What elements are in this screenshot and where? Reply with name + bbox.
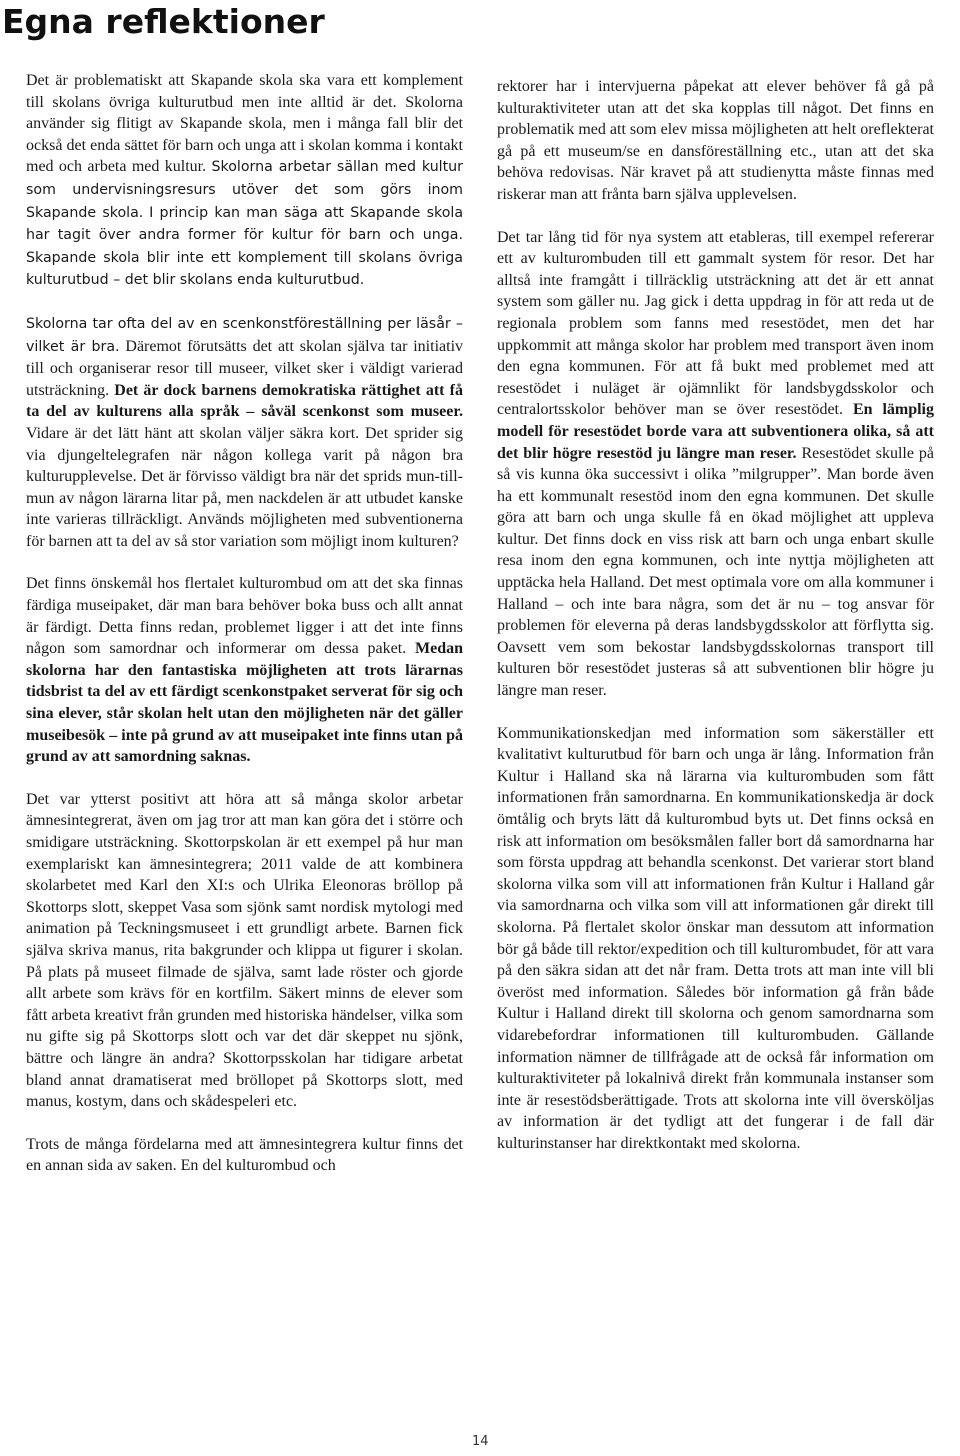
paragraph-3 [26, 573, 463, 767]
page-title: Egna reflektioner [2, 2, 325, 41]
paragraph-3-text: Det finns önskemål hos flertalet kulturombud om att det ska finnas färdiga museipaket, där man bara behöver boka buss och allt annat är färdigt. Detta finns redan, problemet ligger i att det inte finns någon som samordnar och informerar om dessa paket. [26, 575, 463, 658]
paragraph-1-text-b: Skolorna arbetar sällan med kultur som undervisningsresurs utöver det som görs inom Skapande skola. [26, 159, 464, 221]
paragraph-7 [497, 227, 934, 702]
paragraph-2 [26, 313, 463, 553]
page-number: 14 [472, 1434, 489, 1449]
paragraph-7-text-b: Resestödet skulle på så vis kunna öka successivt i olika ”milgrupper”. Man borde även ha ett kommunalt resestöd inom den egna kommunen. Det skulle göra att barn och unga skulle få en ökad möjlighet att uppleva kultur. Det finns dock en viss risk att barn och unga enbart skulle resa inom den egna kommunen, och inte nyttja möjligheten att upptäcka hela Halland. Det mest optimala vore om alla kommuner i Halland – och inte bara några, som det är nu – tog ansvar för problemen för eleverna på deras landsbygdsskolor att förflytta sig. Oavsett vem som bekostar landsbygdsskolornas transport till kulturen bör resestödet justeras så att subventionen blir högre ju längre man reser. [497, 444, 935, 700]
paragraph-1-text-c: I princip kan man säga att Skapande skola har tagit över andra former för kultur för barn och unga. [26, 204, 464, 244]
paragraph-2-text-b: Däremot förutsätts det att skolan själva tar initiativ till och organiserar resor till museer, vilket sker i väldigt varierad utsträckning. [26, 337, 464, 399]
paragraph-7-emphasis: En lämplig modell för resestödet borde vara att subventionera olika, så att det blir högre resestöd ju längre man reser. [497, 401, 935, 462]
paragraph-5: Trots de många fördelarna med att ämnesintegrera kultur finns det en annan sida av saken. En del kulturombud och [26, 1135, 463, 1175]
paragraph-1-text-d: Skapande skola blir inte ett komplement till skolans övriga kulturutbud – det blir skolans enda kulturutbud. [26, 249, 463, 289]
paragraph-3-emphasis: Medan skolorna har den fantastiska möjligheten att trots lärarnas tidsbrist ta del av ett färdigt scenkonstpaket serverat för sig och sina elever, står skolan helt utan den möjligheten när det gäller museibesök – inte på grund av att museipaket inte finns utan på grund av att samordning saknas. [26, 640, 464, 766]
paragraph-1-text-a: Det är problematiskt att Skapande skola ska vara ett komplement till skolans övriga kulturutbud men inte alltid är det. Skolorna använder sig flitigt av Skapande skola, men i många fall blir det också det enda sättet för barn och unga att i skolan komma i kontakt med och arbeta med kultur. [26, 72, 463, 176]
paragraph-7-text-a: Det tar lång tid för nya system att etableras, till exempel refererar ett av kulturombuden till ett gammalt system för resor. Det har alltså inte framgått i tillräcklig utsträckning att det är ett annat system som gäller nu. Jag gick i detta uppdrag in för att reda ut de regionala problem som fanns med resestödet, men det har uppkommit att många skolor har problem med transport även inom den egna kommunen. För att få bukt med problemet med att resestödet i nuläget är ojämnlikt för landsbygdsskolor och centralortsskolor behöver man se över resestödet. [497, 228, 934, 419]
paragraph-2-text-c: Vidare är det lätt hänt att skolan väljer säkra kort. Det sprider sig via djungeltelegrafen när någon kollega varit på någon bra kulturupplevelse. Det är förvisso väldigt bra när det sprids mun-till-mun av någon lärarna litar på, men nackdelen är att utbudet kanske inte varieras tillräckligt. Används möjligheten med subventionerna för barnen att ta del av så stor variation som möjligt inom kulturen? [26, 424, 463, 550]
paragraph-2-emphasis: Det är dock barnens demokratiska rättighet att få ta del av kulturens alla språk – såväl scenkonst som museer. [26, 381, 464, 421]
paragraph-8: Kommunikationskedjan med information som säkerställer ett kvalitativt kulturutbud för barn och unga är lång. Information från Kultur i Halland ska nå lärarna via kulturombuden som fått informationen från samordnarna. En kommunikationskedja är dock ömtålig och bryts lätt då kulturombud byts ut. Det finns också en risk att information om besöksmålen faller bort då samordnarna har som första uppdrag att behandla scenkonst. Det varierar stort bland skolorna vilka som vill att informationen från Kultur i Halland går via samordnarna och vilka som vill att informationen går direkt till skolorna. På flertalet skolor önskar man dessutom att information bör gå både till rektor/expedition och till kulturombudet, för att vara på den säkra sidan att det når fram. Detta trots att man inte vill bli överöst med information. Således bör information gå från både Kultur i Halland direkt till skolorna och genom samordnarna som vidarebefordrar informationen till kulturombuden. Gällande information nämner de tillfrågade att de också får information om kulturaktiviteter på lokalnivå direkt från kommunala instanser som inte är resestödsberättigade. Trots att skolorna inte vill översköljas av information är det tydligt att det fungerar i de fall där kulturinstanser har direktkontakt med skolorna. [497, 724, 934, 1152]
paragraph-4: Det var ytterst positivt att höra att så många skolor arbetar ämnesintegrerat, även om jag tror att man kan göra det i större och smidigare utsträckning. Skottorpskolan är ett exempel på hur man exemplariskt kan ämnesintegrera; 2011 valde de att kombinera skolarbetet med Karl den XI:s och Ulrika Eleonoras bröllop på Skottorps slott, skeppet Vasa som sjönk samt nordisk mytologi med animation på Teckningsmuseet i ett grundligt arbete. Barnen fick själva skriva manus, rita bakgrunder och klippa ut figurer i skolan. På plats på museet filmade de själva, samt lade röster och gjorde allt arbete som krävs för en kortfilm. Säkert minns de elever som fått arbeta kreativt från grunden med historiska händelser, vilka som nu gifte sig på Skottorps slott och var det där skeppet nu sjönk, bättre och längre än andra? Skottorpsskolan har tidigare arbetat bland annat dramatiserat med bröllopet på Skottorps slott, med manus, kostym, dans och skådespeleri etc. [26, 790, 463, 1111]
right-column [497, 76, 934, 1176]
paragraph-6: rektorer har i intervjuerna påpekat att elever behöver få gå på kulturaktiviteter utan att det ska kopplas till något. Det finns en problematik med att som elev missa möjligheten att helt oreflekterat gå på ett museum/se en dansföreställning etc., utan att det ska behöva redovisas. När kravet på att studienytta måste finnas med riskerar man att frånta barn själva upplevelsen. [497, 78, 934, 203]
paragraph-1 [26, 70, 463, 292]
paragraph-2-text-a: Skolorna tar ofta del av en scenkonstföreställning per läsår – vilket är bra. [26, 315, 463, 355]
left-column [26, 70, 463, 1198]
